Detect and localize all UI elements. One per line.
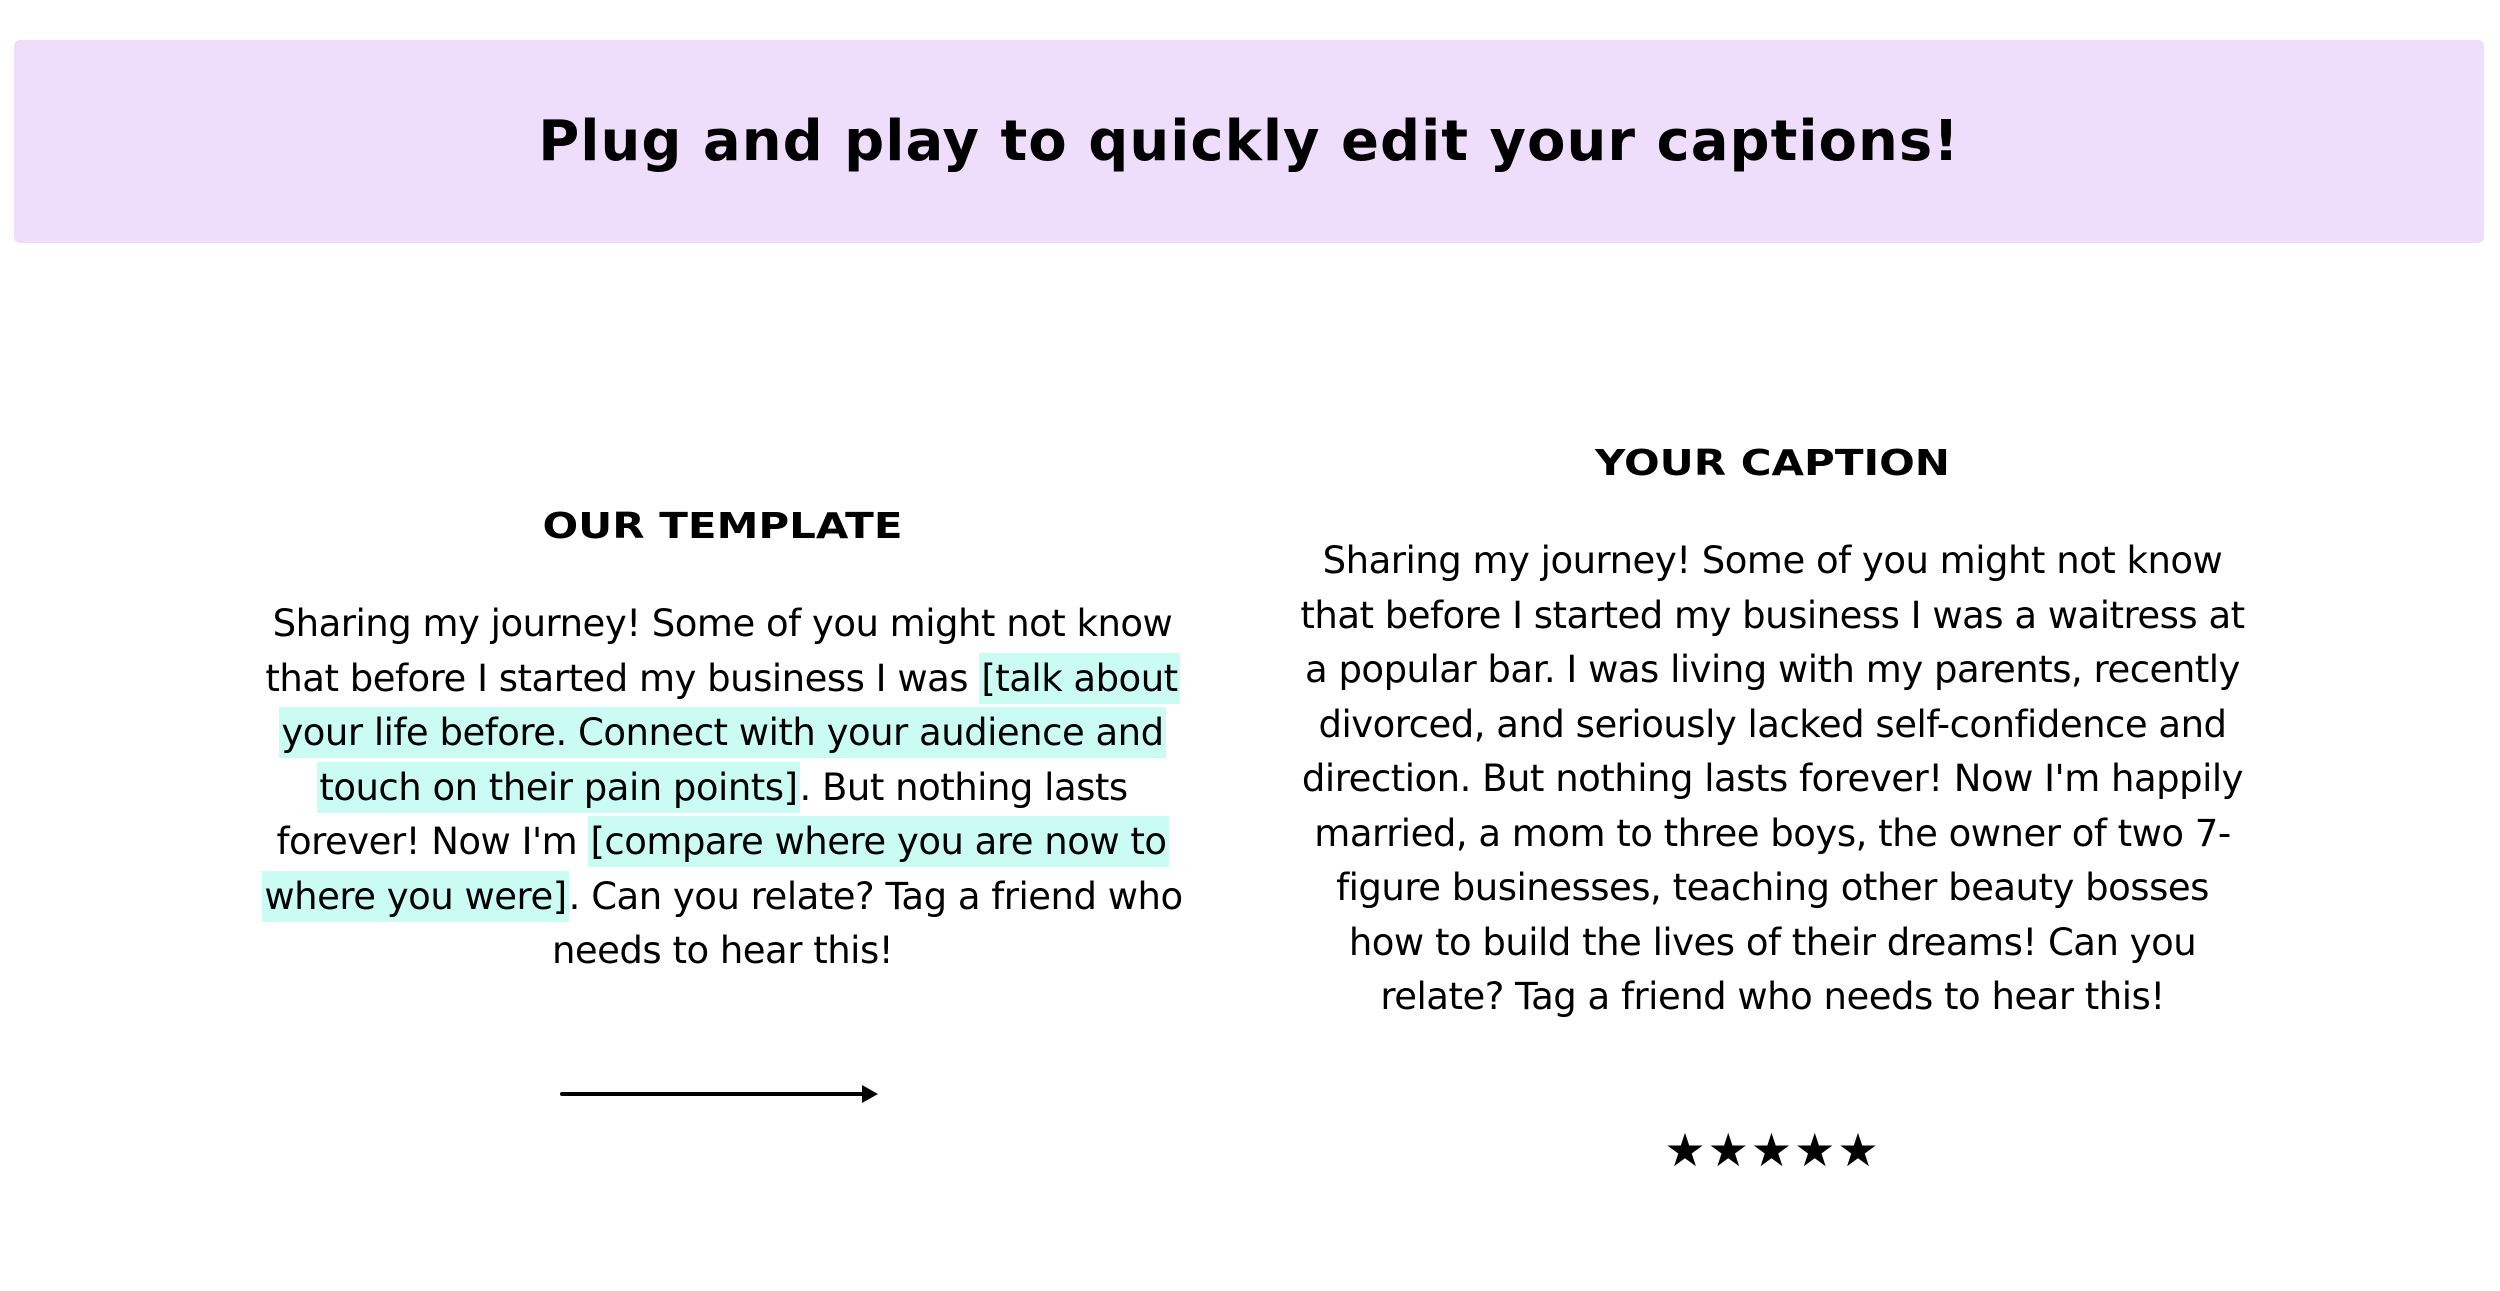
template-text-part-1: Sharing my journey! Some of you might not know that before I started my business I was (265, 602, 1173, 700)
caption-heading: YOUR CAPTION (1595, 441, 1950, 484)
template-text-part-3: . Can you relate? Tag a friend who needs to hear this! (551, 874, 1183, 972)
header-banner (14, 40, 2484, 243)
caption-text: Sharing my journey! Some of you might not know that before I started my business I was a waitress at a popular bar. I was living with my parents, recently divorced, and seriously lacked self-confidence and direction. But nothing lasts forever! Now I'm happily married, a mom to three boys, the owner of two 7-figure businesses, teaching other beauty bosses how to build the lives of their dreams! Can you relate? Tag a friend who needs to hear this! (1300, 539, 2245, 1018)
banner-title: Plug and play to quickly edit your captions! (538, 109, 1960, 174)
template-placeholder-life-before: [talk about your life before. Connect with your audience and touch on their pain points] (279, 653, 1179, 813)
arrow-right-icon (560, 1082, 885, 1106)
caption-column (1300, 432, 2245, 1025)
template-text (250, 597, 1195, 979)
template-column (250, 495, 1195, 979)
template-placeholder-compare: [compare where you are now to where you were] (262, 816, 1168, 922)
star-rating: ★★★★★ (1664, 1123, 1881, 1177)
template-heading: OUR TEMPLATE (542, 504, 903, 547)
template-text-part-2: . But nothing lasts forever! Now I'm (276, 765, 1128, 863)
